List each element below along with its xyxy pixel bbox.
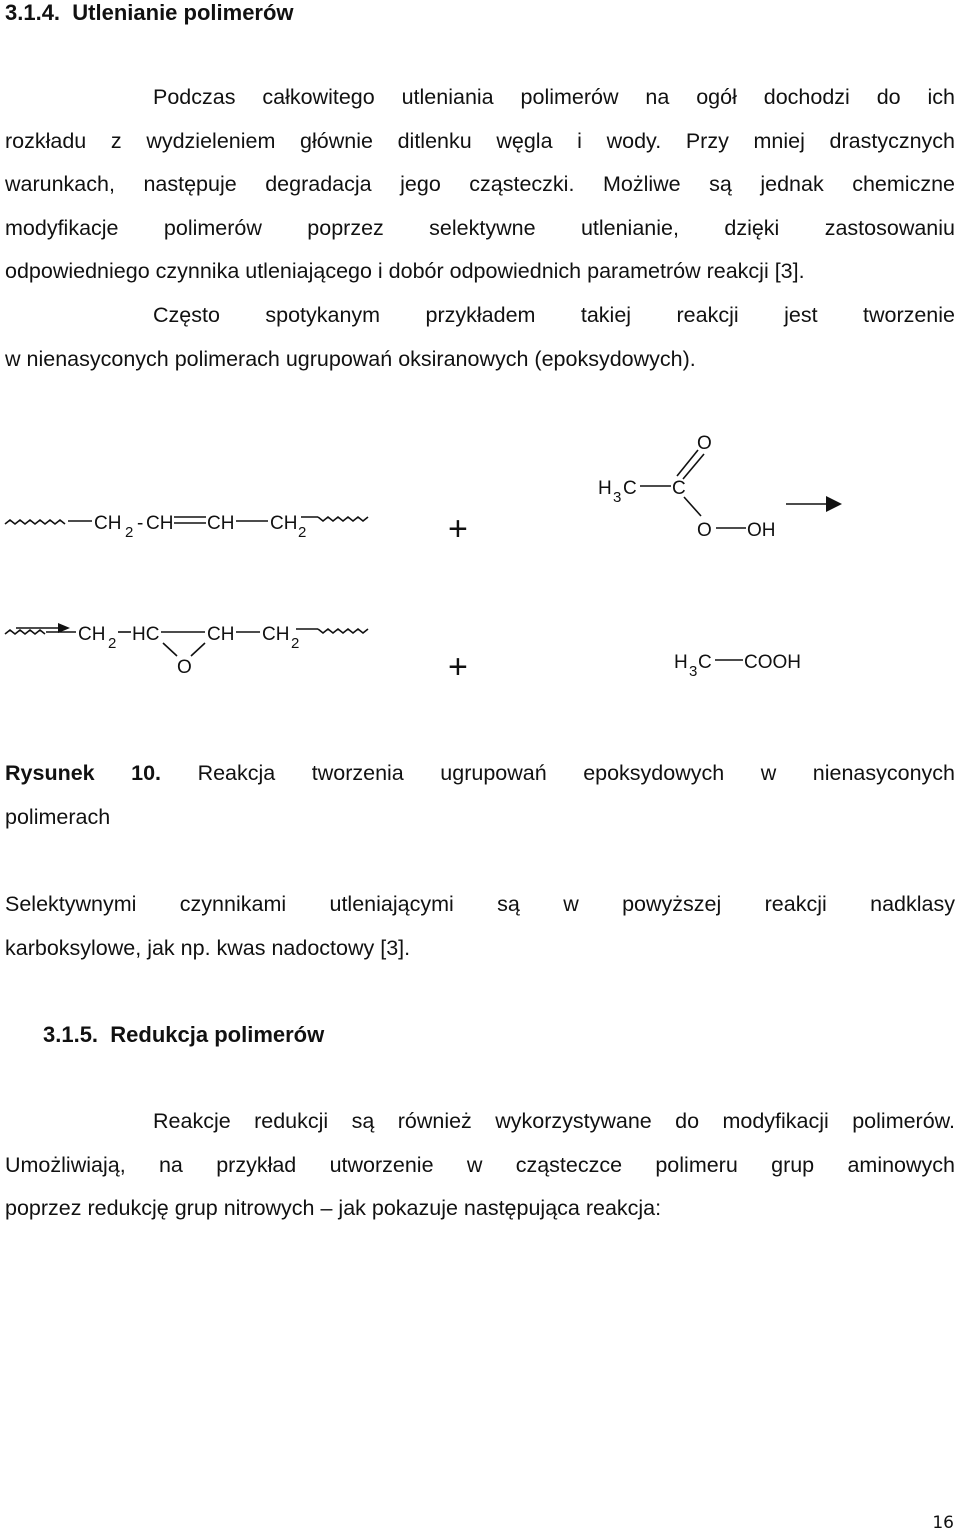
text-line: odpowiedniego czynnika utleniającego i dobór odpowiednich parametrów reakcji [3]. <box>5 259 805 283</box>
epoxidation-reaction-scheme <box>0 420 960 720</box>
subscript: 2 <box>125 524 134 541</box>
section-number: 3.1.4. <box>5 0 61 25</box>
atom-carboxyl: COOH <box>744 652 801 673</box>
section-title: Redukcja polimerów <box>110 1022 325 1047</box>
atom-h3c: H <box>598 478 612 499</box>
atom-ether-oxygen: O <box>697 520 712 541</box>
text-line: rozkładu z wydzieleniem głównie ditlenku węgla i wody. Przy mniej drastycznych <box>5 128 955 153</box>
page-number: 16 <box>932 1513 954 1533</box>
text-line: Selektywnymi czynnikami utleniającymi są w powyższej reakcji nadklasy <box>5 892 955 916</box>
wavy-bond-right <box>318 629 368 633</box>
wavy-bond-left <box>5 520 65 524</box>
text-line: karboksylowe, jak np. kwas nadoctowy [3]. <box>5 935 411 960</box>
bond <box>684 497 701 516</box>
reaction-arrow <box>786 496 842 512</box>
text-line: warunkach, następuje degradacja jego cząsteczki. Możliwe są jednak chemiczne <box>5 172 955 196</box>
text-line: Podczas całkowitego utleniania polimerów na ogół dochodzi do ich <box>153 85 955 109</box>
atom-c: C <box>623 478 637 499</box>
paragraph-epoxidation-example <box>5 294 955 381</box>
bond-dash: - <box>137 513 144 534</box>
section-title: Utlenianie polimerów <box>72 0 294 25</box>
wavy-bond-left <box>5 630 45 634</box>
product-epoxide-chain <box>5 623 368 678</box>
section-number: 3.1.5. <box>43 1022 99 1047</box>
text-line: Często spotykanym przykładem takiej reakcji jest tworzenie <box>153 303 955 327</box>
paragraph-reduction <box>5 1100 955 1231</box>
text-line: w nienasyconych polimerach ugrupowań oksiranowych (epoksydowych). <box>5 346 696 371</box>
section-heading-oxidation <box>5 0 294 26</box>
subscript: 2 <box>298 524 307 541</box>
caption-text: Reakcja tworzenia ugrupowań epoksydowych w nienasyconych <box>197 761 955 785</box>
reactant-peracetic-acid <box>598 433 776 541</box>
atom-ch2: CH <box>262 624 290 645</box>
plus-sign: + <box>448 648 468 686</box>
atom-carbonyl-carbon: C <box>672 478 686 499</box>
section-heading-reduction <box>43 1022 324 1048</box>
reactant-polymer-chain <box>5 513 368 541</box>
subscript: 2 <box>108 635 117 652</box>
carbonyl-double-bond <box>677 450 698 476</box>
product-acetic-acid <box>674 652 801 680</box>
carbonyl-double-bond <box>683 454 704 479</box>
caption-line <box>5 752 955 796</box>
text-line: poprzez redukcję grup nitrowych – jak pokazuje następująca reakcja: <box>5 1196 662 1220</box>
subscript: 2 <box>291 635 300 652</box>
subscript: 3 <box>689 663 698 680</box>
atom-c: C <box>698 652 712 673</box>
atom-ch2: CH <box>270 513 298 534</box>
epoxide-ring-bond <box>191 643 205 656</box>
caption-label: Rysunek 10. <box>5 761 162 785</box>
text-line: modyfikacje polimerów poprzez selektywne utlenianie, dzięki zastosowaniu <box>5 215 955 240</box>
atom-ch: CH <box>207 624 235 645</box>
atom-ch: CH <box>146 513 174 534</box>
figure-caption <box>5 752 955 839</box>
atom-ch: CH <box>207 513 235 534</box>
atom-epoxide-oxygen: O <box>177 657 192 678</box>
atom-carbonyl-oxygen: O <box>697 433 712 454</box>
paragraph-oxidizing-agents <box>5 883 955 970</box>
text-line: Umożliwiają, na przykład utworzenie w cząsteczce polimeru grup aminowych <box>5 1152 955 1177</box>
atom-ch2: CH <box>94 513 122 534</box>
atom-h3c: H <box>674 652 688 673</box>
paragraph-oxidation-intro <box>5 76 955 294</box>
text-line: Reakcje redukcji są również wykorzystywane do modyfikacji polimerów. <box>153 1109 955 1133</box>
epoxide-ring-bond <box>163 643 177 656</box>
plus-sign: + <box>448 510 468 548</box>
wavy-bond-right <box>318 517 368 521</box>
atom-ch2: CH <box>78 624 106 645</box>
subscript: 3 <box>613 489 622 506</box>
atom-hc: HC <box>132 624 160 645</box>
caption-line: polimerach <box>5 804 111 829</box>
atom-hydroxyl: OH <box>747 520 776 541</box>
